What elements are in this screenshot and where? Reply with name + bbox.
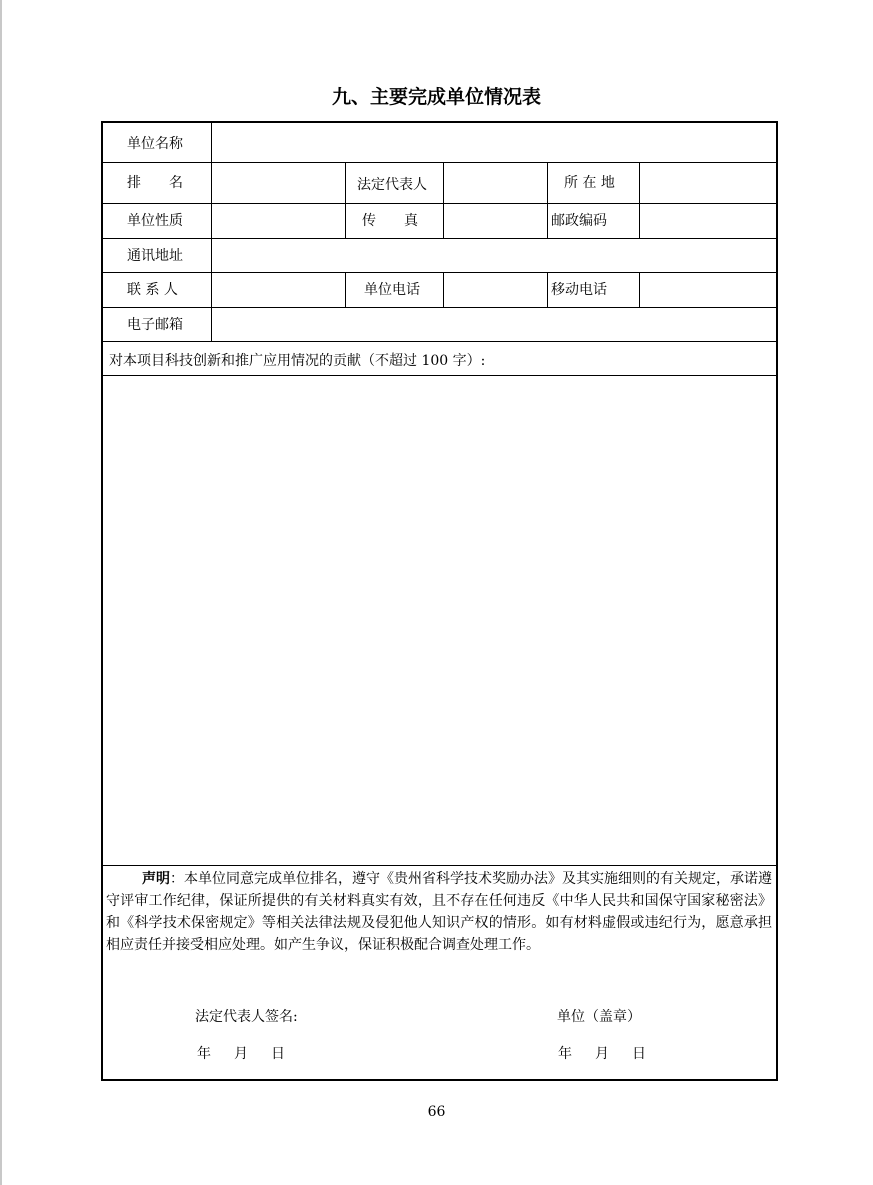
declaration-heading: 声明 [142,871,170,887]
column-divider [345,162,346,238]
postcode-field[interactable] [640,204,775,238]
email-label: 电子邮箱 [127,317,183,333]
contribution-label: 对本项目科技创新和推广应用情况的贡献（不超过 100 字）: [109,353,486,369]
declaration-text [106,868,772,956]
column-divider [547,162,548,238]
postcode-label: 邮政编码 [551,213,607,229]
unit-seal-label: 单位（盖章） [557,1009,641,1025]
address-label: 通讯地址 [127,248,183,264]
unit-phone-field[interactable] [444,273,547,307]
contribution-textarea[interactable] [104,376,775,864]
mobile-field[interactable] [640,273,775,307]
legal-rep-label: 法定代表人 [357,177,427,193]
legal-rep-field[interactable] [444,163,547,203]
row-divider [103,341,776,342]
date-day-label: 日 [271,1046,285,1062]
contact-label: 联 系 人 [127,282,178,298]
unit-nature-field[interactable] [213,204,345,238]
sign-date-right [558,1045,646,1063]
rank-field[interactable] [213,163,345,203]
page-left-edge [0,0,2,1185]
date-month-label: 月 [234,1046,248,1062]
column-divider [547,272,548,307]
fax-label: 传 真 [362,213,418,229]
declaration-body: ：本单位同意完成单位排名，遵守《贵州省科学技术奖励办法》及其实施细则的有关规定，承诺遵守评审工作纪律，保证所提供的有关材料真实有效，且不存在任何违反《中华人民共和国保守国家秘密法》和《科学技术保密规定》等相关法律法规及侵犯他人知识产权的情形。如有材料虚假或违纪行为，愿意承担相应责任并接受相应处理。如产生争议，保证积极配合调查处理工作。 [106,871,772,953]
unit-nature-label: 单位性质 [127,213,183,229]
unit-phone-label: 单位电话 [364,282,420,298]
row-divider [103,865,776,866]
unit-name-label: 单位名称 [127,136,183,152]
date-day-label: 日 [632,1046,646,1062]
email-field[interactable] [213,308,775,341]
unit-info-form [101,121,778,1081]
page-title: 九、主要完成单位情况表 [331,86,541,108]
rank-label: 排 名 [127,175,183,191]
column-divider [345,272,346,307]
date-month-label: 月 [595,1046,609,1062]
column-divider [211,123,212,341]
date-year-label: 年 [197,1046,211,1062]
contact-field[interactable] [213,273,345,307]
legal-rep-sign-label: 法定代表人签名: [195,1009,298,1025]
fax-field[interactable] [444,204,547,238]
location-label: 所 在 地 [564,175,615,191]
page-number: 66 [427,1104,446,1120]
date-year-label: 年 [558,1046,572,1062]
mobile-label: 移动电话 [551,282,607,298]
sign-date-left [197,1045,285,1063]
unit-name-field[interactable] [213,124,775,162]
location-field[interactable] [640,163,775,203]
address-field[interactable] [213,239,775,272]
